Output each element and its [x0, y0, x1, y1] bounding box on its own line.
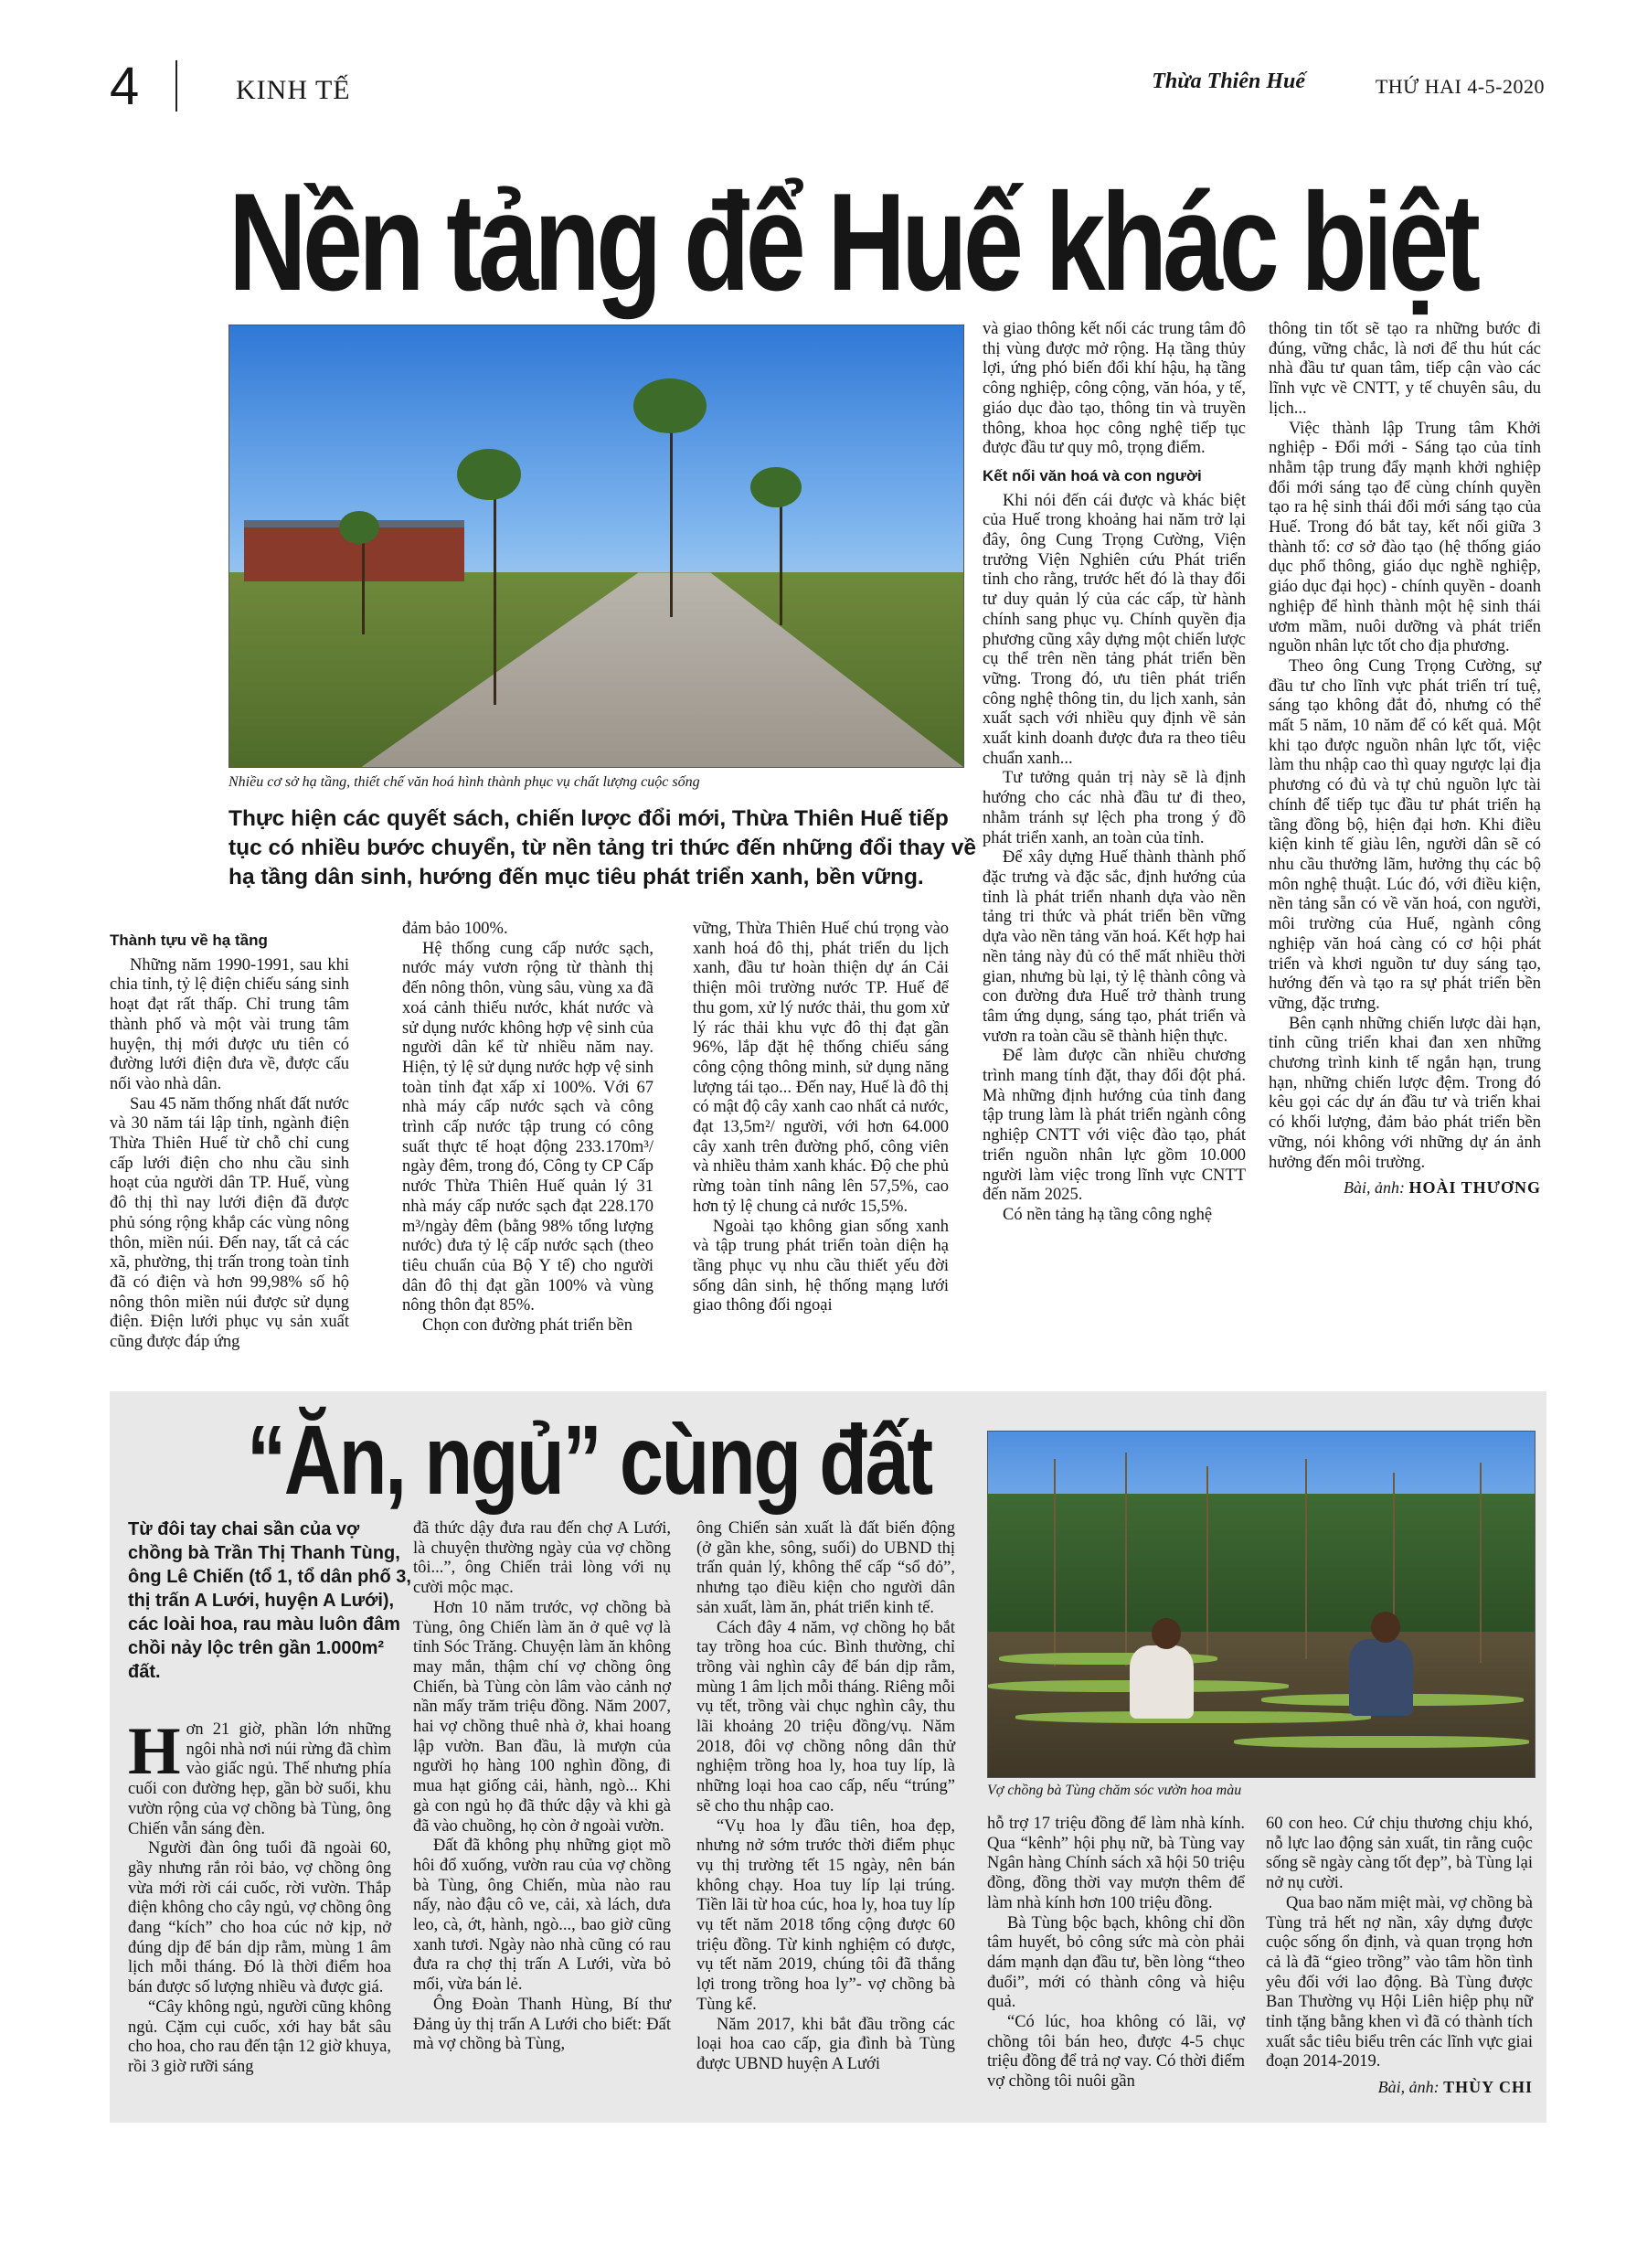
paragraph: hỗ trợ 17 triệu đồng để làm nhà kính. Qua “kênh” hội phụ nữ, bà Tùng vay Ngân hàng Chính sách xã hội 50 triệu đồng, đồng thời vay mượn thêm để làm nhà kính hơn 100 triệu đồng. — [987, 1815, 1245, 1912]
article2-column-2 — [413, 1519, 671, 2055]
author-name: THÙY CHI — [1443, 2078, 1533, 2097]
page-header — [110, 55, 1545, 119]
vegetable-garden-photo — [987, 1431, 1535, 1778]
article2-headline: “Ăn, ngủ” cùng đất — [247, 1404, 931, 1515]
issue-date: THỨ HAI 4-5-2020 — [1375, 75, 1545, 98]
article2-column-5 — [1266, 1815, 1533, 2098]
paragraph: và giao thông kết nối các trung tâm đô thị vùng được mở rộng. Hạ tầng thủy lợi, ứng phó biến đổi khí hậu, hạ tầng công nghiệp, công cộng, văn hóa, y tế, giáo dục đào tạo, thông tin và truyền thông, khoa học công nghệ tiếp tục được đầu tư quy mô, trọng điểm. — [983, 320, 1246, 458]
paragraph: Tư tưởng quản trị này sẽ là định hướng cho các nhà đầu tư đi theo, nhằm tránh sự lệch pha trong ý đồ phát triển xanh, an toàn của tỉnh. — [983, 769, 1246, 847]
paragraph: Có nền tảng hạ tầng công nghệ — [1003, 1205, 1213, 1224]
article1-subhead-infrastructure: Thành tựu về hạ tầng — [110, 932, 268, 949]
paragraph: “Cây không ngủ, người cũng không ngủ. Cặm cụi cuốc, xới hay bắt sâu cho hoa, cho rau đến tận 12 giờ khuya, rồi 3 giờ rưỡi sáng — [128, 1997, 391, 2076]
page-number: 4 — [110, 57, 140, 116]
paragraph: “Vụ hoa ly đầu tiên, hoa đẹp, nhưng nở sớm trước thời điểm phục vụ thị trường tết 15 ngày, nên bán không chạy. Hoa tuy líp lại trúng. Tiền lãi từ hoa cúc, hoa ly, hoa tuy líp vụ tết năm 2018 tổng cộng được 60 triệu đồng. Từ kinh nghiệm có được, vụ tết năm 2019, chúng tôi đã thắng lợi trong trồng hoa ly”- vợ chồng bà Tùng kể. — [696, 1816, 955, 2014]
photo2-caption: Vợ chồng bà Tùng chăm sóc vườn hoa màu — [987, 1783, 1242, 1798]
article1-column-5 — [1269, 320, 1541, 1198]
article2-column-3 — [696, 1519, 955, 2075]
article2-lead: Từ đôi tay chai sần của vợ chồng bà Trần Thị Thanh Tùng, ông Lê Chiến (tổ 1, tổ dân phố 3, thị trấn A Lưới, huyện A Lưới), các loài hoa, rau màu luôn đâm chồi nảy lộc trên gần 1.000m² đất. — [128, 1519, 411, 1682]
paragraph: Hệ thống cung cấp nước sạch, nước máy vươn rộng từ thành thị đến nông thôn, vùng sâu, vùng xa đã xoá cảnh thiếu nước, khát nước và sử dụng nước không hợp vệ sinh của người dân kể từ nhiều năm nay. Hiện, tỷ lệ sử dụng nước hợp vệ sinh toàn tỉnh đạt xấp xỉ 100%. Với 67 nhà máy cấp nước sạch và công trình cấp nước tập trung có công suất thực tế hoạt động 233.170m³/ ngày đêm, trong đó, Công ty CP Cấp nước Thừa Thiên Huế quản lý 31 nhà máy cấp nước sạch đạt 228.170 m³/ngày đêm (bằng 98% tổng lượng nước) đưa tỷ lệ cấp nước sạch (theo tiêu chuẩn của Bộ Y tế) cho người dân đô thị đạt gần 100% và vùng nông thôn đạt 85%. — [402, 939, 653, 1315]
paragraph: Khi nói đến cái được và khác biệt của Huế trong khoảng hai năm trở lại đây, ông Cung Trọng Cường, Viện trưởng Viện Nghiên cứu Phát triển tỉnh cho rằng, trước hết đó là thay đổi tư duy quản lý của các cấp, từ hành chính sang phục vụ. Chính quyền địa phương cũng xây dựng một chiến lược cụ thể trên nền tảng phát triển bền vững. Trong đó, ưu tiên phát triển công nghệ thông tin, du lịch xanh, sản xuất sạch với nhiều quy định về sản xuất kinh doanh được đưa ra theo tiêu chuẩn xanh... — [983, 491, 1246, 768]
paragraph: Những năm 1990-1991, sau khi chia tỉnh, tỷ lệ điện chiếu sáng sinh hoạt đạt rất thấp. Chỉ trung tâm thành phố và một vài trung tâm huyện, thị mới được ưu tiên có đường lưới điện đưa về, được cấu nối vào nhà dân. — [110, 955, 349, 1093]
paragraph: Ông Đoàn Thanh Hùng, Bí thư Đảng ủy thị trấn A Lưới cho biết: Đất mà vợ chồng bà Tùng, — [413, 1995, 671, 2054]
paragraph: Hơn 10 năm trước, vợ chồng bà Tùng, ông Chiến làm ăn ở quê vợ là tỉnh Sóc Trăng. Chuyện làm ăn không may mắn, thậm chí vợ chồng ông Chiến, bà Tùng còn lâm vào cảnh nợ nần mấy trăm triệu đồng. Năm 2007, hai vợ chồng thuê nhà ở, khai hoang lập vườn. Ban đầu, là mượn của người họ hàng 100 nghìn đồng, đi mua hạt giống cải, hành, ngò... Khi gà con ngủ họ đã thức dậy và khi gà đã vào chuồng, họ còn ở ngoài vườn. — [413, 1598, 671, 1836]
paragraph: Sau 45 năm thống nhất đất nước và 30 năm tái lập tỉnh, ngành điện Thừa Thiên Huế từ chỗ chỉ cung cấp lưới điện cho nhu cầu sinh hoạt của người dân TP. Huế, vùng đô thị thì nay lưới điện đã được phủ sóng rộng khắp các vùng nông thôn, miền núi. Đến nay, tất cả các xã, phường, thị trấn trong toàn tỉnh đã có điện và hơn 99,98% số hộ nông thôn miền núi được sử dụng điện. Điện lưới phục vụ sản xuất cũng được đáp ứng — [110, 1094, 349, 1352]
newspaper-name: Thừa Thiên Huế — [1152, 69, 1305, 93]
author-name: HOÀI THƯƠNG — [1408, 1178, 1541, 1198]
paragraph: 60 con heo. Cứ chịu thương chịu khó, nỗ lực lao động sản xuất, tin rằng cuộc sống sẽ ngày càng tốt đẹp”, bà Tùng lại nở nụ cười. — [1266, 1815, 1533, 1893]
paragraph: Việc thành lập Trung tâm Khởi nghiệp - Đổi mới - Sáng tạo của tỉnh nhằm tập trung đẩy mạnh khởi nghiệp đổi mới sáng tạo để cùng chính quyền tạo ra hệ sinh thái đổi mới sáng tạo của Huế. Trong đó bắt tay, kết nối giữa 3 thành tố: cơ sở đào tạo (hệ thống giáo dục phổ thông, giáo dục nghề nghiệp, giáo dục đại học) - chính quyền - doanh nghiệp để hình thành một hệ sinh thái ươm mầm, nuôi dưỡng và phát triển nguồn nhân lực tốt cho địa phương. — [1269, 419, 1541, 656]
paragraph: đảm bảo 100%. — [402, 920, 508, 938]
paragraph: đã thức dậy đưa rau đến chợ A Lưới, là chuyện thường ngày của vợ chồng tôi...”, ông Chiến trải lòng với nụ cười mộc mạc. — [413, 1519, 671, 1598]
paragraph: Người đàn ông tuổi đã ngoài 60, gầy nhưng rắn rỏi bảo, vợ chồng ông vừa mới rời cái cuốc, rời vườn. Thắp điện không cho cây ngủ, vợ chồng ông đang “kích” cho hoa cúc nở kịp, nở đúng dịp để bán dịp rằm, mùng 1 âm lịch mỗi tháng. Đó là thời điểm hoa bán được số lượng nhiều và được giá. — [128, 1839, 391, 1997]
paragraph: vững, Thừa Thiên Huế chú trọng vào xanh hoá đô thị, phát triển du lịch xanh, đầu tư hoàn thiện dự án Cải thiện môi trường nước TP. Huế để thu gom, xử lý nước thải, thu gom xử lý rác thải khu vực đô thị đạt gần 96%, lắp đặt hệ thống chiếu sáng công cộng thông minh, sử dụng năng lượng tái tạo... Đến nay, Huế là đô thị có mật độ cây xanh cao nhất cả nước, đạt 13,5m²/ người, với hơn 64.000 cây xanh trên đường phố, công viên và nhiều thảm xanh khác. Độ che phủ rừng toàn tỉnh nâng lên 57,5%, cao hơn tỷ lệ chung cả nước 15,5%. — [693, 920, 949, 1216]
dropcap: H — [128, 1714, 181, 1789]
paragraph: Bên cạnh những chiến lược dài hạn, tỉnh cũng triển khai đan xen những chương trình kinh tế ngắn hạn, trung hạn, những chiến lược đệm. Trong đó kêu gọi các dự án đầu tư và triển khai có khối lượng, đảm bảo phát triển bền vững, nói không với những dự án ảnh hưởng đến môi trường. — [1269, 1014, 1541, 1172]
paragraph: Ngoài tạo không gian sống xanh và tập trung phát triển toàn diện hạ tầng phục vụ nhu cầu thiết yếu đời sống dân sinh, hệ thống mạng lưới giao thông đối ngoại — [693, 1217, 949, 1315]
section-name: KINH TẾ — [236, 75, 351, 105]
article1-lead: Thực hiện các quyết sách, chiến lược đổi mới, Thừa Thiên Huế tiếp tục có nhiều bước chuyển, từ nền tảng tri thức đến những đổi thay về hạ tầng dân sinh, hướng đến mục tiêu phát triển xanh, bền vững. — [228, 806, 976, 889]
article1-byline: Bài, ảnh: HOÀI THƯƠNG — [1343, 1178, 1541, 1198]
paragraph: Đất đã không phụ những giọt mồ hôi đổ xuống, vườn rau của vợ chồng bà Tùng, ông Chiến, mùa nào rau nấy, nào đậu cô ve, cải, xà lách, dưa leo, cà, ớt, hành, ngò..., bao giờ cũng xanh tươi. Ngày nào nhà cũng có rau đưa ra chợ thị trấn A Lưới, vừa bỏ mối, vừa bán lẻ. — [413, 1837, 671, 1995]
article2-column-4 — [987, 1815, 1245, 2092]
paragraph: Để xây dựng Huế thành thành phố đặc trưng và đặc sắc, định hướng của tỉnh là phát triển nhanh dựa vào nền tảng tri thức và phát triển bền vững dựa vào nền tảng văn hoá. Kết hợp hai nền tảng này đủ có thể mất nhiều thời gian, nhưng bù lại, tỷ lệ thành công và con đường đưa Huế trở thành trung tâm ứng dụng, sáng tạo, phát triển và vươn ra toàn cầu sẽ thành hiện thực. — [983, 848, 1246, 1046]
paragraph: Hơn 21 giờ, phần lớn những ngôi nhà nơi núi rừng đã chìm vào giấc ngủ. Thế nhưng phía cuối con đường hẹp, gần bờ suối, khu vườn rộng của vợ chồng bà Tùng, ông Chiến vẫn sáng đèn. — [128, 1714, 391, 1838]
article2-column-1 — [128, 1714, 391, 2078]
paragraph: Qua bao năm miệt mài, vợ chồng bà Tùng trả hết nợ nần, xây dựng được cuộc sống ổn định, và quan trọng hơn cả là đã “gieo trồng” vào tâm hồn tình yêu đối với lao động. Bà Tùng được Ban Thường vụ Hội Liên hiệp phụ nữ tỉnh tặng bằng khen vì đã có thành tích xuất sắc tiêu biểu trên các lĩnh vực giai đoạn 2014-2019. — [1266, 1893, 1533, 2071]
paragraph: thông tin tốt sẽ tạo ra những bước đi đúng, vững chắc, là nơi để thu hút các nhà đầu tư quan tâm, tiếp cận vào các lĩnh vực về CNTT, y tế chuyên sâu, du lịch... — [1269, 320, 1541, 418]
article1-headline: Nền tảng để Huế khác biệt — [228, 165, 1477, 320]
article1-column-2 — [402, 920, 653, 1336]
paragraph: Năm 2017, khi bắt đầu trồng các loại hoa cao cấp, gia đình bà Tùng được UBND huyện A Lưới — [696, 2015, 955, 2073]
paragraph: Bà Tùng bộc bạch, không chỉ dồn tâm huyết, bỏ công sức mà còn phải dám mạnh dạn đầu tư, bền lòng “theo đuổi”, mới có thành công và hiệu quả. — [987, 1913, 1245, 2012]
article1-subhead-culture: Kết nối văn hoá và con người — [983, 466, 1202, 484]
header-divider — [175, 60, 177, 112]
article1-column-4 — [983, 320, 1246, 1226]
paragraph: Chọn con đường phát triển bền — [422, 1316, 632, 1336]
article1-column-3 — [693, 920, 949, 1316]
article2-byline: Bài, ảnh: THÙY CHI — [1377, 2078, 1533, 2097]
paragraph: ông Chiến sản xuất là đất biến động (ở gần khe, sông, suối) do UBND thị trấn quản lý, không thể cấp “sổ đỏ”, nhưng tạo điều kiện cho người dân sản xuất, làm ăn, phát triển kinh tế. — [696, 1519, 955, 1617]
photo1-caption: Nhiều cơ sở hạ tầng, thiết chế văn hoá hình thành phục vụ chất lượng cuộc sống — [228, 774, 700, 790]
paragraph: Để làm được cần nhiều chương trình mang tính đặt, thay đổi đột phá. Mà những định hướng của tỉnh đang tập trung làm là phát triển ngành công nghiệp CNTT với việc đào tạo, phát triển nguồn nhân lực gồm 10.000 người làm việc trong lĩnh vực CNTT đến năm 2025. — [983, 1047, 1246, 1205]
riverside-promenade-photo — [228, 325, 964, 768]
paragraph: Theo ông Cung Trọng Cường, sự đầu tư cho lĩnh vực phát triển trí tuệ, sáng tạo không đắt đỏ, nhưng có thể mất 5 năm, 10 năm để có kết quả. Một khi tạo được nguồn nhân lực tốt, việc làm thu nhập cao thì quay ngược lại địa phương có đủ và tự chủ nguồn lực tài chính để tiếp tục đầu tư phát triển hạ tầng đồng bộ, hiện đại hơn. Khi điều kiện kinh tế giàu lên, người dân sẽ có nhu cầu thưởng lãm, hưởng thụ các bộ môn nghệ thuật. Lúc đó, với điều kiện, nền tảng sẵn có về văn hoá, con người, môi trường của Huế, ngành công nghiệp văn hoá càng có cơ hội phát triển và khơi nguồn tư duy sáng tạo, hướng đến và tạo ra sự phát triển bền vững, đặc trưng. — [1269, 656, 1541, 1013]
paragraph: “Có lúc, hoa không có lãi, vợ chồng tôi bán heo, được 4-5 chục triệu đồng để trả nợ vay. Có thời điểm vợ chồng tôi nuôi gần — [987, 2013, 1245, 2092]
paragraph: Cách đây 4 năm, vợ chồng họ bắt tay trồng hoa cúc. Bình thường, chỉ trồng vài nghìn cây để bán dịp rằm, mùng 1 âm lịch mỗi tháng. Riêng mỗi vụ tết, trồng vài chục nghìn cây, thu lãi khoảng 20 triệu đồng/vụ. Năm 2018, đôi vợ chồng nông dân thử nghiệm trồng hoa ly, hoa tuy líp, là những loại hoa cao cấp, nếu “trúng” sẽ cho thu nhập cao. — [696, 1618, 955, 1815]
article1-column-1 — [110, 923, 349, 1353]
